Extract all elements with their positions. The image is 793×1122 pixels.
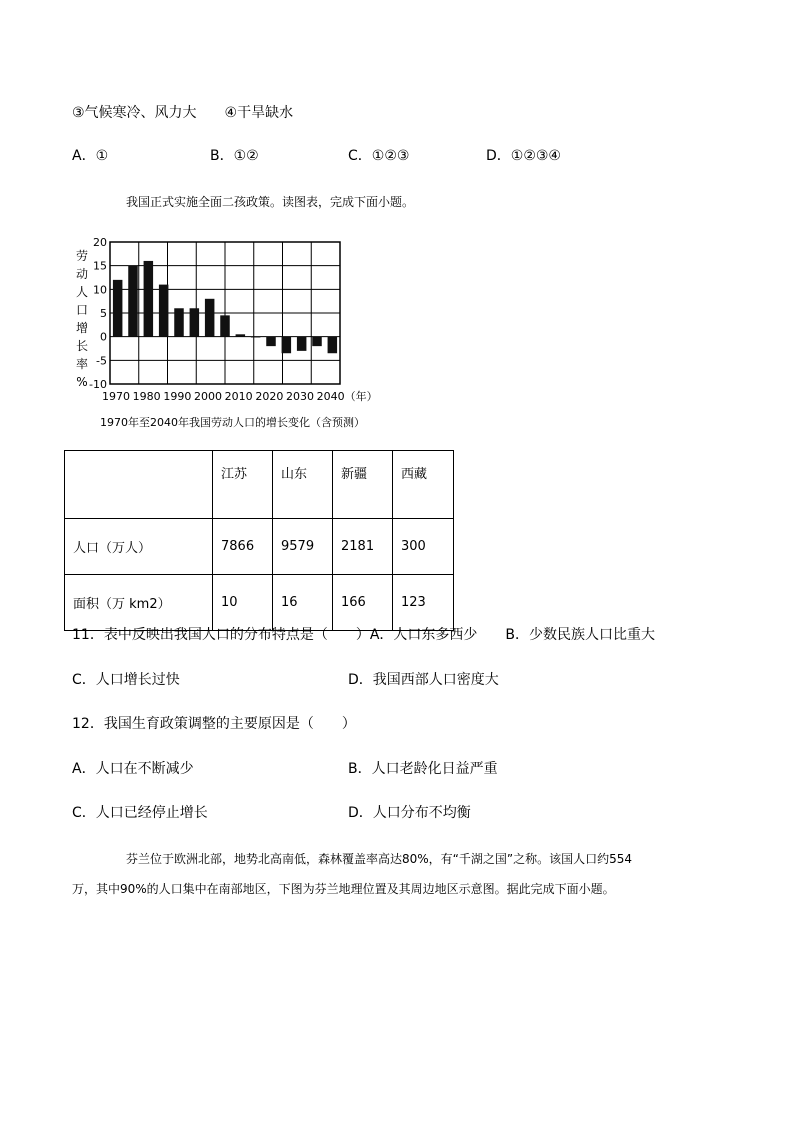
- y-tick-label: -5: [96, 354, 107, 368]
- chart-bar: [190, 308, 200, 336]
- table-cell: 9579: [273, 519, 333, 575]
- y-label-char: 人: [75, 285, 89, 299]
- chart-bar: [205, 299, 215, 337]
- table-cell: 10: [213, 575, 273, 631]
- chart-bar: [282, 337, 292, 354]
- x-tick-label: 1990: [163, 390, 192, 403]
- x-tick-label: 1970: [102, 390, 130, 403]
- q12-option-c[interactable]: C．人口已经停止增长: [72, 805, 208, 821]
- table-row: [65, 575, 454, 631]
- labor-growth-chart: [72, 232, 392, 432]
- q11-stem: 11．表中反映出我国人口的分布特点是（ ）A．人口东多西少 B．少数民族人口比重大: [72, 627, 655, 643]
- chart-bar: [312, 337, 322, 346]
- table-cell: 166: [333, 575, 393, 631]
- x-tick-label: 2030: [286, 390, 314, 403]
- table-header-cell: 西藏: [393, 451, 454, 519]
- chart-bar: [128, 266, 138, 337]
- population-table: [64, 450, 454, 631]
- q10-option-c[interactable]: C．①②③: [348, 148, 410, 164]
- y-tick-label: 5: [100, 307, 107, 320]
- x-tick-label: 2000: [194, 390, 222, 403]
- chart-caption: 1970年至2040年我国劳动人口的增长变化（含预测）: [100, 416, 365, 429]
- intro-paragraph-2-line-2: 万，其中90%的人口集中在南部地区，下图为芬兰地理位置及其周边地区示意图。据此完成下面小题。: [72, 882, 615, 896]
- q12-option-a[interactable]: A．人口在不断减少: [72, 761, 194, 777]
- y-tick-label: 20: [93, 236, 107, 249]
- chart-bar: [113, 280, 123, 337]
- table-row: [65, 519, 454, 575]
- y-label-char: 增: [75, 321, 89, 335]
- y-label-char: %: [76, 375, 88, 389]
- table-header-cell: 江苏: [213, 451, 273, 519]
- x-tick-label: 2020: [255, 390, 284, 403]
- chart-bar: [328, 337, 338, 354]
- chart-bar: [159, 285, 169, 337]
- chart-bar: [266, 337, 276, 346]
- chart-y-label: [76, 248, 88, 389]
- table-cell: 7866: [213, 519, 273, 575]
- table-header-cell: 山东: [273, 451, 333, 519]
- y-label-char: 动: [75, 267, 89, 281]
- q10-option-b[interactable]: B．①②: [210, 148, 259, 164]
- table-cell: 300: [393, 519, 454, 575]
- y-label-char: 率: [75, 357, 89, 371]
- chart-bar: [236, 334, 246, 336]
- y-tick-label: 10: [93, 283, 107, 297]
- y-tick-label: -10: [89, 378, 107, 391]
- chart-x-ticks: [102, 389, 378, 403]
- option-line-3-4: ③气候寒冷、风力大 ④干旱缺水: [72, 105, 294, 121]
- table-header-row: [65, 451, 454, 519]
- chart-bar: [297, 337, 307, 351]
- table-header-cell: 新疆: [333, 451, 393, 519]
- table-cell: 人口（万人）: [65, 519, 213, 575]
- y-tick-label: 0: [100, 330, 107, 344]
- intro-paragraph-2-line-1: 芬兰位于欧洲北部，地势北高南低，森林覆盖率高达80%，有“千湖之国”之称。该国人口约554: [126, 852, 633, 866]
- chart-bar: [251, 337, 261, 338]
- y-label-char: 长: [75, 339, 89, 353]
- table-cell: 2181: [333, 519, 393, 575]
- x-tick-label: 1980: [132, 390, 161, 403]
- q11-option-c[interactable]: C．人口增长过快: [72, 672, 180, 688]
- table-cell: 123: [393, 575, 454, 631]
- table-cell: 面积（万 km2）: [65, 575, 213, 631]
- q11-option-d[interactable]: D．我国西部人口密度大: [348, 672, 499, 688]
- table-cell: 16: [273, 575, 333, 631]
- q12-option-b[interactable]: B．人口老龄化日益严重: [348, 761, 498, 777]
- q12-option-d[interactable]: D．人口分布不均衡: [348, 805, 471, 821]
- y-label-char: 劳: [75, 249, 89, 263]
- chart-bar: [144, 261, 154, 337]
- chart-bar: [220, 315, 230, 336]
- q10-option-a[interactable]: A．①: [72, 148, 109, 164]
- x-tick-label: 2040（年）: [316, 390, 378, 403]
- intro-paragraph-1: 我国正式实施全面二孩政策。读图表，完成下面小题。: [126, 195, 415, 209]
- y-tick-label: 15: [93, 259, 107, 273]
- chart-bar: [174, 308, 184, 336]
- y-label-char: 口: [75, 303, 89, 317]
- table-header-cell: [65, 451, 213, 519]
- q12-stem: 12．我国生育政策调整的主要原因是（ ）: [72, 716, 356, 732]
- q10-option-d[interactable]: D．①②③④: [486, 148, 561, 164]
- chart-y-ticks: [89, 236, 107, 391]
- x-tick-label: 2010: [224, 390, 253, 403]
